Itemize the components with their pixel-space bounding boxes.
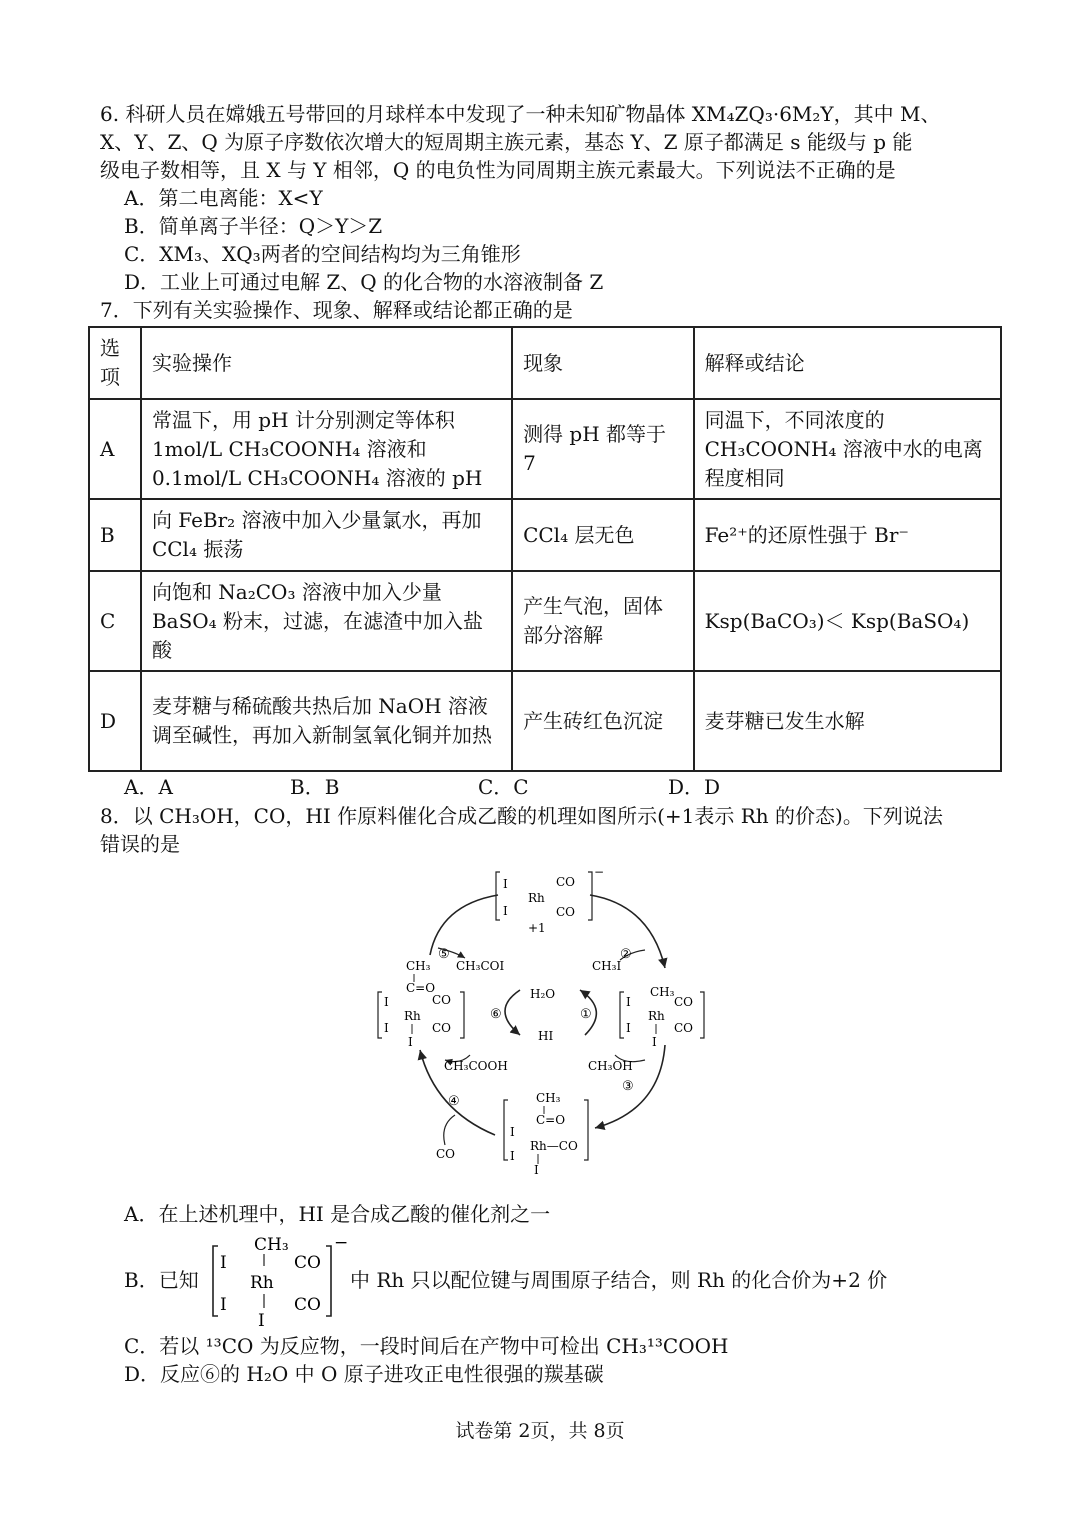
h2o-label: H₂O [530, 987, 556, 1001]
header-operation: 实验操作 [141, 327, 512, 399]
ch3oh-label: CH₃OH [588, 1059, 633, 1073]
step6-label: ⑥ [490, 1007, 502, 1022]
table-row [89, 571, 1001, 671]
right-rh: Rh [648, 1009, 665, 1023]
complex-left [378, 959, 464, 1049]
top-co2: CO [556, 905, 576, 919]
table-row [89, 399, 1001, 499]
table-row [89, 499, 1001, 571]
step5-label: ⑤ [438, 947, 450, 962]
q6-stem-line1: 6. 科研人员在嫦娥五号带回的月球样本中发现了一种未知矿物晶体 XM₄ZQ₃·6M₂Y，其中 M、 [100, 102, 941, 126]
row-d-phenomenon: 产生砖红色沉淀 [512, 671, 694, 771]
ch3i-label: CH₃I [592, 959, 622, 973]
ch3coi-label: CH₃COI [456, 959, 505, 973]
right-co2: CO [674, 1021, 694, 1035]
top-co1: CO [556, 875, 576, 889]
q8-stem-line1: 8．以 CH₃OH，CO，HI 作原料催化合成乙酸的机理如图所示(+1表示 Rh 的价态)。下列说法 [100, 804, 943, 828]
row-c-phenomenon: 产生气泡，固体部分溶解 [512, 571, 694, 671]
q8-option-d: D．反应⑥的 H₂O 中 O 原子进攻正电性很强的羰基碳 [124, 1362, 604, 1386]
q7-answer-b: B．B [290, 775, 340, 799]
q8-option-b-suffix: 中 Rh 只以配位键与周围原子结合，则 Rh 的化合价为+2 价 [350, 1268, 888, 1292]
table-header-row [89, 327, 1001, 399]
page-footer: 试卷第 2页，共 8页 [455, 1420, 625, 1442]
q7-answer-d: D．D [668, 775, 721, 799]
q7-stem: 7．下列有关实验操作、现象、解释或结论都正确的是 [100, 298, 573, 322]
left-c: C=O [406, 981, 436, 995]
top-oxidation: +1 [528, 921, 546, 935]
optb-i3: I [258, 1311, 265, 1328]
complex-bottom [504, 1091, 588, 1175]
q7-answer-a: A．A [124, 775, 173, 799]
arc-step5 [430, 895, 498, 955]
q6-stem-line3: 级电子数相等，且 X 与 Y 相邻，Q 的电负性为同周期主族元素最大。下列说法不正确的是 [100, 158, 896, 182]
branch-co [444, 1115, 455, 1145]
row-b-conclusion: Fe²⁺的还原性强于 Br⁻ [694, 499, 1001, 571]
bottom-i3: I [534, 1163, 539, 1175]
top-i1: I [503, 877, 508, 891]
optb-co1: CO [294, 1253, 321, 1273]
step4-label: ④ [448, 1094, 460, 1109]
bottom-i1: I [510, 1125, 515, 1139]
catalytic-cycle-diagram [360, 860, 720, 1175]
row-a-option: A [89, 399, 141, 499]
complex-top [496, 865, 604, 935]
q8-option-a: A．在上述机理中，HI 是合成乙酸的催化剂之一 [124, 1202, 551, 1226]
top-i2: I [503, 904, 508, 918]
q8-stem-line2: 错误的是 [100, 832, 180, 856]
bottom-ch3: CH₃ [536, 1091, 561, 1105]
left-i2: I [384, 1021, 389, 1035]
q6-stem-line2: X、Y、Z、Q 为原子序数依次增大的短周期主族元素，基态 Y、Z 原子都满足 s 能级与 p 能 [100, 130, 913, 154]
left-i1: I [384, 995, 389, 1009]
complex-right [620, 985, 704, 1049]
optb-i2: I [220, 1295, 227, 1315]
row-a-operation: 常温下，用 pH 计分别测定等体积 1mol/L CH₃COONH₄ 溶液和 0.1mol/L CH₃COONH₄ 溶液的 pH [141, 399, 512, 499]
row-b-option: B [89, 499, 141, 571]
left-rh: Rh [404, 1009, 421, 1023]
optb-co2: CO [294, 1295, 321, 1315]
row-d-conclusion: 麦芽糖已发生水解 [694, 671, 1001, 771]
optb-rh: Rh [250, 1273, 274, 1293]
hi-label: HI [538, 1029, 554, 1043]
left-i3: I [408, 1035, 413, 1049]
q7-answer-c: C．C [478, 775, 529, 799]
step3-label: ③ [622, 1079, 634, 1094]
q8-option-b-structure [208, 1232, 348, 1328]
row-a-conclusion: 同温下，不同浓度的 CH₃COONH₄ 溶液中水的电离程度相同 [694, 399, 1001, 499]
reagents [436, 959, 633, 1161]
row-c-conclusion: Ksp(BaCO₃)＜ Ksp(BaSO₄) [694, 571, 1001, 671]
bottom-i2: I [510, 1149, 515, 1163]
row-b-operation: 向 FeBr₂ 溶液中加入少量氯水，再加 CCl₄ 振荡 [141, 499, 512, 571]
left-ch3: CH₃ [406, 959, 431, 973]
right-i3: I [652, 1035, 657, 1049]
row-a-phenomenon: 测得 pH 都等于 7 [512, 399, 694, 499]
q6-option-a: A．第二电离能：X<Y [124, 186, 323, 210]
left-co1: CO [432, 993, 452, 1007]
top-charge: − [594, 865, 605, 879]
optb-i1: I [220, 1253, 227, 1273]
right-i1: I [626, 995, 631, 1009]
header-conclusion: 解释或结论 [694, 327, 1001, 399]
bottom-c: C=O [536, 1113, 566, 1127]
q6-option-d: D．工业上可通过电解 Z、Q 的化合物的水溶液制备 Z [124, 270, 604, 294]
left-co2: CO [432, 1021, 452, 1035]
step2-label: ② [620, 947, 632, 962]
bottom-rh: Rh—CO [530, 1139, 578, 1153]
q8-option-c: C．若以 ¹³CO 为反应物，一段时间后在产物中可检出 CH₃¹³COOH [124, 1334, 729, 1358]
row-b-phenomenon: CCl₄ 层无色 [512, 499, 694, 571]
row-d-option: D [89, 671, 141, 771]
q6-option-b: B．简单离子半径：Q＞Y＞Z [124, 214, 383, 238]
q7-table [88, 326, 1002, 772]
q8-option-b-prefix: B．已知 [124, 1268, 199, 1292]
optb-ch3: CH₃ [254, 1235, 289, 1255]
right-ch3: CH₃ [650, 985, 675, 999]
top-rh: Rh [528, 891, 545, 905]
row-c-operation: 向饱和 Na₂CO₃ 溶液中加入少量 BaSO₄ 粉末，过滤，在滤渣中加入盐酸 [141, 571, 512, 671]
right-i2: I [626, 1021, 631, 1035]
table-row [89, 671, 1001, 771]
header-phenomenon: 现象 [512, 327, 694, 399]
row-d-operation: 麦芽糖与稀硫酸共热后加 NaOH 溶液调至碱性，再加入新制氢氧化铜并加热 [141, 671, 512, 771]
optb-charge: − [334, 1233, 348, 1253]
header-option: 选项 [89, 327, 141, 399]
co-label: CO [436, 1147, 456, 1161]
right-co1: CO [674, 995, 694, 1009]
row-c-option: C [89, 571, 141, 671]
step1-label: ① [580, 1007, 592, 1022]
ch3cooh-label: CH₃COOH [444, 1059, 508, 1073]
q6-option-c: C．XM₃、XQ₃两者的空间结构均为三角锥形 [124, 242, 521, 266]
arc-step6 [505, 990, 520, 1035]
